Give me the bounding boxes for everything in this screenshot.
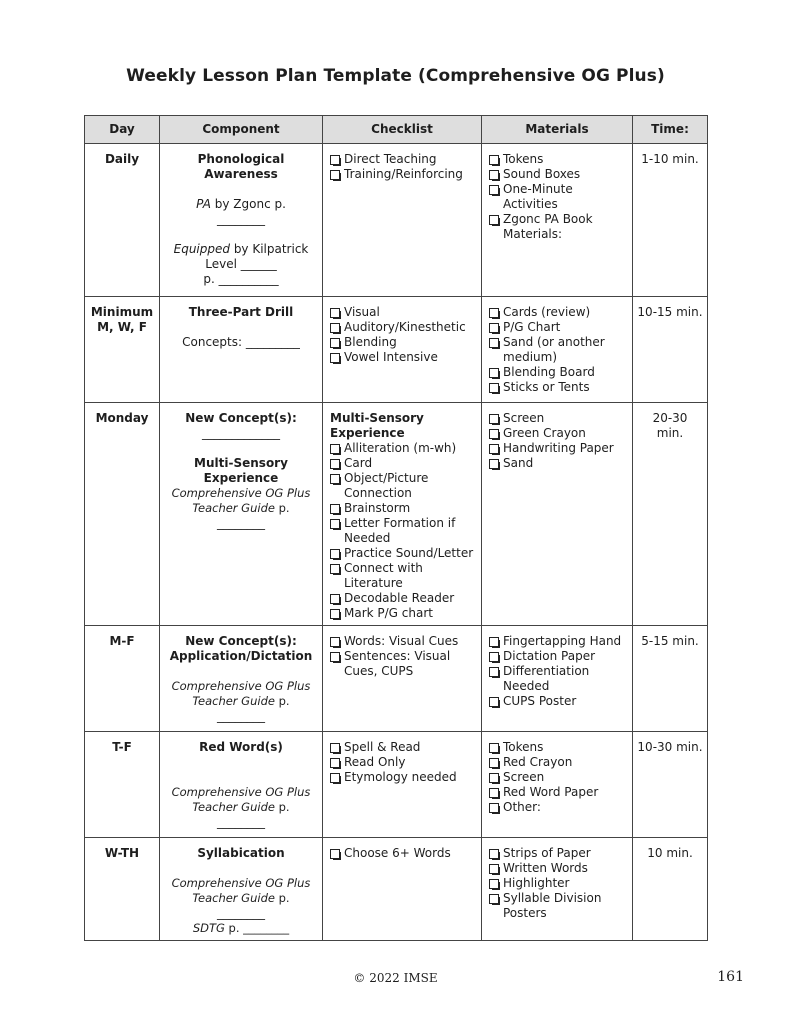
checklist-item[interactable]	[330, 471, 477, 501]
component-ref-text: by Zgonc p.	[210, 197, 286, 211]
checkbox-icon[interactable]	[489, 849, 499, 859]
checkbox-icon[interactable]	[330, 474, 340, 484]
checklist-item-label: Brainstorm	[344, 501, 411, 515]
checkbox-icon[interactable]	[330, 459, 340, 469]
checklist-cell	[323, 732, 482, 838]
materials-item[interactable]	[489, 380, 628, 395]
materials-item-label: Sand (or another medium)	[503, 335, 605, 364]
checkbox-icon[interactable]	[489, 758, 499, 768]
checkbox-icon[interactable]	[330, 519, 340, 529]
sdtg-reference-text: p. ________	[224, 921, 290, 935]
time-cell: 5-15 min.	[633, 626, 708, 732]
day-cell: M-F	[85, 626, 160, 732]
page-blank: ________	[217, 815, 265, 829]
checklist-item[interactable]	[330, 740, 477, 755]
checkbox-icon[interactable]	[330, 609, 340, 619]
day-label-line: M, W, F	[97, 320, 147, 334]
checklist-item-label: Words: Visual Cues	[344, 634, 459, 648]
checklist-item[interactable]	[330, 350, 477, 365]
guide-reference-italic: Teacher Guide	[192, 800, 275, 814]
component-ref-italic: Equipped	[173, 242, 230, 256]
checkbox-icon[interactable]	[330, 444, 340, 454]
time-cell: 1-10 min.	[633, 144, 708, 297]
checklist-item-label: Choose 6+ Words	[344, 846, 451, 860]
materials-item-label: Tokens	[503, 152, 544, 166]
checklist-item-label: Sentences: Visual Cues, CUPS	[344, 649, 451, 678]
checklist-item[interactable]	[330, 441, 477, 456]
checkbox-icon[interactable]	[489, 414, 499, 424]
checklist-cell	[323, 838, 482, 941]
table-row	[85, 626, 708, 732]
checkbox-icon[interactable]	[489, 864, 499, 874]
materials-list	[489, 305, 628, 395]
checkbox-icon[interactable]	[330, 549, 340, 559]
materials-item-label: Strips of Paper	[503, 846, 591, 860]
checkbox-icon[interactable]	[330, 637, 340, 647]
copyright-footer: © 2022 IMSE	[353, 971, 438, 985]
materials-item[interactable]	[489, 365, 628, 380]
materials-item[interactable]	[489, 212, 628, 242]
component-title: Phonological Awareness	[197, 152, 285, 181]
checklist-item[interactable]	[330, 755, 477, 770]
checkbox-icon[interactable]	[489, 215, 499, 225]
sdtg-reference-italic: SDTG	[192, 921, 225, 935]
materials-item-label: Differentiation Needed	[503, 664, 590, 693]
checkbox-icon[interactable]	[489, 894, 499, 904]
checkbox-icon[interactable]	[489, 444, 499, 454]
time-cell: 10-15 min.	[633, 297, 708, 403]
materials-item-label: Screen	[503, 770, 545, 784]
day-cell: Daily	[85, 144, 160, 297]
checkbox-icon[interactable]	[330, 849, 340, 859]
checklist-item[interactable]	[330, 591, 477, 606]
day-label-line: Minimum	[90, 305, 154, 319]
materials-item[interactable]	[489, 770, 628, 785]
materials-item[interactable]	[489, 785, 628, 800]
checkbox-icon[interactable]	[489, 637, 499, 647]
checkbox-icon[interactable]	[330, 338, 340, 348]
materials-cell	[482, 403, 633, 626]
checklist-item[interactable]	[330, 561, 477, 591]
checklist-item[interactable]	[330, 846, 477, 861]
materials-list	[489, 740, 628, 815]
materials-item-label: Screen	[503, 411, 545, 425]
component-cell	[160, 297, 323, 403]
day-cell: Monday	[85, 403, 160, 626]
checklist-item-label: Card	[344, 456, 373, 470]
materials-item-label: Blending Board	[503, 365, 595, 379]
checklist-item[interactable]	[330, 320, 477, 335]
materials-cell	[482, 838, 633, 941]
materials-cell	[482, 626, 633, 732]
checklist-item[interactable]	[330, 649, 477, 679]
materials-item[interactable]	[489, 441, 628, 456]
guide-reference: Comprehensive OG Plus	[171, 876, 311, 890]
checkbox-icon[interactable]	[330, 155, 340, 165]
guide-reference: Comprehensive OG Plus	[171, 785, 311, 799]
time-cell: 20-30 min.	[633, 403, 708, 626]
materials-item[interactable]	[489, 634, 628, 649]
header-component: Component	[160, 116, 323, 144]
materials-item-label: Sand	[503, 456, 534, 470]
checkbox-icon[interactable]	[489, 879, 499, 889]
checklist-item-label: Letter Formation if Needed	[344, 516, 456, 545]
checklist-list	[330, 152, 477, 182]
component-ref-text: by Kilpatrick	[230, 242, 309, 256]
materials-item-label: Sound Boxes	[503, 167, 581, 181]
component-ref-italic: PA	[196, 197, 211, 211]
table-row	[85, 144, 708, 297]
materials-item-label: Syllable Division Posters	[503, 891, 602, 920]
checkbox-icon[interactable]	[489, 667, 499, 677]
materials-item[interactable]	[489, 740, 628, 755]
checklist-cell	[323, 626, 482, 732]
materials-item[interactable]	[489, 800, 628, 815]
checklist-item-label: Object/Picture Connection	[344, 471, 429, 500]
checkbox-icon[interactable]	[330, 773, 340, 783]
materials-cell	[482, 732, 633, 838]
checkbox-icon[interactable]	[489, 743, 499, 753]
header-materials: Materials	[482, 116, 633, 144]
materials-list	[489, 846, 628, 921]
header-checklist: Checklist	[323, 116, 482, 144]
component-title: Red Word(s)	[199, 740, 283, 754]
checkbox-icon[interactable]	[330, 308, 340, 318]
materials-item[interactable]	[489, 152, 628, 167]
checklist-item-label: Visual	[344, 305, 380, 319]
materials-item[interactable]	[489, 876, 628, 891]
materials-item-label: Highlighter	[503, 876, 570, 890]
materials-item-label: Red Crayon	[503, 755, 573, 769]
checklist-item-label: Practice Sound/Letter	[344, 546, 474, 560]
checklist-item[interactable]	[330, 501, 477, 516]
page-blank: p. __________	[203, 272, 279, 286]
page-blank: ________	[217, 709, 265, 723]
checkbox-icon[interactable]	[330, 353, 340, 363]
checkbox-icon[interactable]	[489, 773, 499, 783]
checklist-item-label: Auditory/Kinesthetic	[344, 320, 466, 334]
guide-reference-italic: Teacher Guide	[192, 891, 275, 905]
guide-reference-text: p.	[274, 694, 290, 708]
materials-item-label: Tokens	[503, 740, 544, 754]
checkbox-icon[interactable]	[489, 170, 499, 180]
component-cell	[160, 403, 323, 626]
materials-item-label: Dictation Paper	[503, 649, 596, 663]
concepts-blank: Concepts: _________	[182, 335, 300, 349]
day-cell: W-TH	[85, 838, 160, 941]
checklist-item[interactable]	[330, 634, 477, 649]
materials-cell	[482, 144, 633, 297]
materials-item-label: Handwriting Paper	[503, 441, 614, 455]
component-subtitle: Multi-Sensory Experience	[194, 456, 288, 485]
table-row	[85, 838, 708, 941]
materials-item[interactable]	[489, 861, 628, 876]
guide-reference: Comprehensive OG Plus	[171, 486, 311, 500]
materials-item[interactable]	[489, 335, 628, 365]
checklist-item-label: Vowel Intensive	[344, 350, 438, 364]
table-row	[85, 297, 708, 403]
materials-item[interactable]	[489, 846, 628, 861]
materials-item[interactable]	[489, 456, 628, 471]
checklist-item[interactable]	[330, 335, 477, 350]
materials-item[interactable]	[489, 891, 628, 921]
checklist-item-label: Spell & Read	[344, 740, 421, 754]
checkbox-icon[interactable]	[330, 504, 340, 514]
materials-item-label: Red Word Paper	[503, 785, 599, 799]
component-title: New Concept(s):	[185, 411, 297, 425]
page-title: Weekly Lesson Plan Template (Comprehensive OG Plus)	[126, 66, 665, 86]
checklist-cell	[323, 297, 482, 403]
checkbox-icon[interactable]	[330, 758, 340, 768]
checkbox-icon[interactable]	[489, 308, 499, 318]
page-blank: ________	[217, 212, 265, 226]
checklist-item[interactable]	[330, 305, 477, 320]
guide-reference-text: p.	[274, 800, 290, 814]
checklist-item-label: Direct Teaching	[344, 152, 437, 166]
guide-reference: Comprehensive OG Plus	[171, 679, 311, 693]
materials-item-label: Other:	[503, 800, 541, 814]
checklist-list	[330, 634, 477, 679]
page-number: 161	[717, 969, 744, 985]
checklist-item[interactable]	[330, 152, 477, 167]
component-cell	[160, 626, 323, 732]
materials-item[interactable]	[489, 649, 628, 664]
checklist-cell	[323, 144, 482, 297]
materials-item-label: Sticks or Tents	[503, 380, 590, 394]
checkbox-icon[interactable]	[330, 594, 340, 604]
checklist-list	[330, 305, 477, 365]
day-cell: T-F	[85, 732, 160, 838]
page-blank: ________	[217, 906, 265, 920]
materials-item[interactable]	[489, 167, 628, 182]
materials-item-label: Cards (review)	[503, 305, 591, 319]
checklist-heading: Multi-Sensory Experience	[330, 411, 424, 440]
checkbox-icon[interactable]	[330, 323, 340, 333]
checkbox-icon[interactable]	[489, 803, 499, 813]
materials-list	[489, 411, 628, 471]
time-cell: 10 min.	[633, 838, 708, 941]
checkbox-icon[interactable]	[330, 743, 340, 753]
checkbox-icon[interactable]	[489, 429, 499, 439]
materials-item-label: Zgonc PA Book Materials:	[503, 212, 593, 241]
materials-item[interactable]	[489, 426, 628, 441]
checklist-item[interactable]	[330, 456, 477, 471]
checkbox-icon[interactable]	[489, 383, 499, 393]
day-cell	[85, 297, 160, 403]
lesson-plan-table	[84, 115, 708, 941]
materials-item[interactable]	[489, 411, 628, 426]
checklist-item-label: Connect with Literature	[344, 561, 423, 590]
checkbox-icon[interactable]	[330, 564, 340, 574]
materials-item[interactable]	[489, 305, 628, 320]
guide-reference-italic: Teacher Guide	[192, 501, 275, 515]
checkbox-icon[interactable]	[489, 155, 499, 165]
materials-item[interactable]	[489, 755, 628, 770]
checkbox-icon[interactable]	[489, 323, 499, 333]
checklist-item[interactable]	[330, 167, 477, 182]
materials-item[interactable]	[489, 182, 628, 212]
level-blank: Level ______	[205, 257, 277, 271]
guide-reference-text: p.	[274, 891, 290, 905]
component-cell	[160, 732, 323, 838]
checkbox-icon[interactable]	[489, 368, 499, 378]
header-time: Time:	[633, 116, 708, 144]
checklist-item-label: Blending	[344, 335, 397, 349]
checklist-item-label: Read Only	[344, 755, 406, 769]
checklist-list	[330, 846, 477, 861]
materials-item[interactable]	[489, 320, 628, 335]
materials-item-label: One-Minute Activities	[503, 182, 573, 211]
checkbox-icon[interactable]	[489, 185, 499, 195]
checklist-list	[330, 441, 477, 621]
materials-item-label: Fingertapping Hand	[503, 634, 622, 648]
checklist-item-label: Etymology needed	[344, 770, 457, 784]
checklist-item[interactable]	[330, 516, 477, 546]
checklist-item-label: Mark P/G chart	[344, 606, 433, 620]
checkbox-icon[interactable]	[489, 338, 499, 348]
materials-cell	[482, 297, 633, 403]
checkbox-icon[interactable]	[489, 652, 499, 662]
table-header-row	[85, 116, 708, 144]
checkbox-icon[interactable]	[489, 697, 499, 707]
materials-item[interactable]	[489, 694, 628, 709]
materials-item-label: P/G Chart	[503, 320, 561, 334]
guide-reference-text: p.	[274, 501, 290, 515]
checklist-item-label: Training/Reinforcing	[344, 167, 463, 181]
checklist-item-label: Alliteration (m-wh)	[344, 441, 457, 455]
checkbox-icon[interactable]	[330, 652, 340, 662]
page-blank: ________	[217, 516, 265, 530]
checkbox-icon[interactable]	[330, 170, 340, 180]
checklist-item[interactable]	[330, 770, 477, 785]
checklist-list	[330, 740, 477, 785]
header-day: Day	[85, 116, 160, 144]
checkbox-icon[interactable]	[489, 788, 499, 798]
materials-list	[489, 634, 628, 709]
time-cell: 10-30 min.	[633, 732, 708, 838]
materials-item-label: CUPS Poster	[503, 694, 577, 708]
guide-reference-italic: Teacher Guide	[192, 694, 275, 708]
materials-item-label: Green Crayon	[503, 426, 586, 440]
component-title: New Concept(s): Application/Dictation	[169, 634, 313, 663]
materials-list	[489, 152, 628, 242]
checklist-item[interactable]	[330, 606, 477, 621]
component-title: Three-Part Drill	[188, 305, 294, 319]
component-cell	[160, 144, 323, 297]
table-row	[85, 732, 708, 838]
component-title: Syllabication	[197, 846, 285, 860]
checklist-item-label: Decodable Reader	[344, 591, 455, 605]
concept-blank: _____________	[202, 426, 280, 440]
component-cell	[160, 838, 323, 941]
table-row	[85, 403, 708, 626]
checklist-item[interactable]	[330, 546, 477, 561]
checkbox-icon[interactable]	[489, 459, 499, 469]
checklist-cell	[323, 403, 482, 626]
materials-item[interactable]	[489, 664, 628, 694]
materials-item-label: Written Words	[503, 861, 588, 875]
